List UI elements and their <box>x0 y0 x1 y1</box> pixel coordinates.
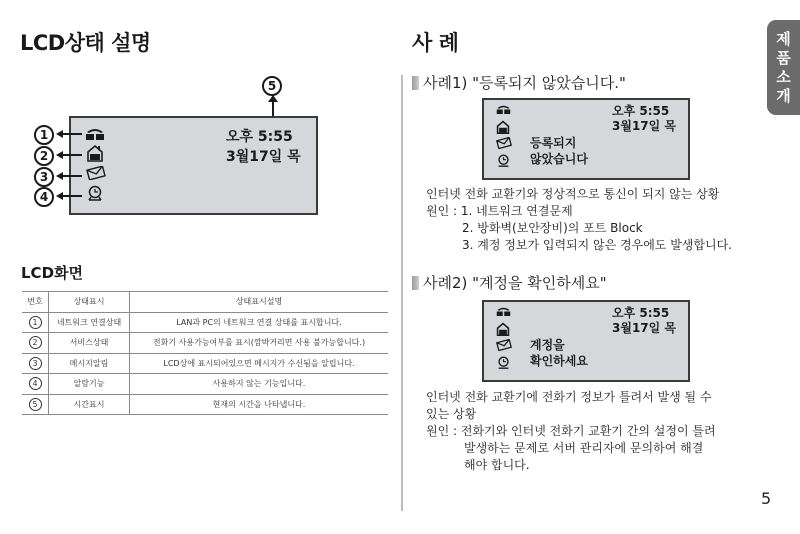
table-row <box>22 394 388 415</box>
envelope-icon <box>86 166 106 180</box>
arrow-up-icon <box>268 95 278 102</box>
lcd-message-line2: 확인하세요 <box>530 354 588 368</box>
side-tab-char: 개 <box>776 86 791 105</box>
side-tab-char: 소 <box>776 67 791 86</box>
bullet-bar-icon <box>412 276 419 290</box>
section-title-cases: 사 례 <box>412 31 459 55</box>
callout-4: 4 <box>34 187 54 207</box>
row-description: LAN과 PC의 네트워크 연결 상태를 표시합니다. <box>130 312 389 333</box>
callout-1: 1 <box>34 125 54 145</box>
case1-description: 인터넷 전화 교환기와 정상적으로 통신이 되지 않는 상황 <box>426 187 720 201</box>
row-status: 서비스상태 <box>49 333 130 354</box>
envelope-icon <box>496 339 512 351</box>
lcd-diagram <box>69 116 318 215</box>
case2-title-text: 사례2) "계정을 확인하세요" <box>423 274 607 292</box>
case1-lcd <box>482 98 690 180</box>
callout-4-line <box>62 195 82 197</box>
case1-title-text: 사례1) "등록되지 않았습니다." <box>423 74 626 92</box>
table-row <box>22 374 388 395</box>
callout-5: 5 <box>262 76 282 96</box>
case2-cause-line1: 원인 : 전화기와 인터넷 전화기 교환기 간의 설정이 틀려 <box>426 424 716 438</box>
case2-description-line1: 인터넷 전화 교환기에 전화기 정보가 틀려서 발생 될 수 <box>426 390 712 404</box>
row-number: 1 <box>29 316 42 329</box>
case2-cause-line2: 발생하는 문제로 서버 관리자에 문의하여 해결 <box>464 441 704 455</box>
row-description: 전화기 사용가능여부를 표시(깜박거리면 사용 불가능합니다.) <box>130 333 389 354</box>
header-status: 상태표시 <box>49 292 130 313</box>
callout-2-line <box>62 154 82 156</box>
callout-3: 3 <box>34 167 54 187</box>
home-svc-icon <box>496 322 510 336</box>
side-tab-product-intro[interactable] <box>767 20 800 115</box>
case2-description-line2: 있는 상황 <box>426 407 477 421</box>
case2-cause-line3: 해야 합니다. <box>464 458 530 472</box>
table-row <box>22 312 388 333</box>
lcd-time: 오후 5:55 <box>226 129 293 145</box>
row-description: 사용하지 않는 기능입니다. <box>130 374 389 395</box>
row-description: LCD상에 표시되어있으면 메시지가 수신됨을 알립니다. <box>130 353 389 374</box>
table-row <box>22 353 388 374</box>
home-svc-icon <box>496 120 510 134</box>
row-status: 시간표시 <box>49 394 130 415</box>
home-svc-icon <box>86 144 104 162</box>
lcd-time: 오후 5:55 <box>612 104 670 118</box>
lcd-date: 3월17일 목 <box>612 321 677 335</box>
side-tab-char: 제 <box>776 29 791 48</box>
alarm-clock-icon <box>497 356 510 369</box>
case1-title <box>412 72 626 93</box>
row-number: 3 <box>29 357 42 370</box>
header-description: 상태표시설명 <box>130 292 389 313</box>
row-status: 메시지알림 <box>49 353 130 374</box>
alarm-clock-icon <box>497 154 510 167</box>
lcd-time: 오후 5:55 <box>612 306 670 320</box>
case1-cause-2: 2. 방화벽(보안장비)의 포트 Block <box>462 221 643 235</box>
lcd-date: 3월17일 목 <box>612 119 677 133</box>
callout-1-line <box>62 133 82 135</box>
lcd-status-table <box>22 291 388 415</box>
callout-2: 2 <box>34 146 54 166</box>
case1-cause-3: 3. 계정 정보가 입력되지 않은 경우에도 발생합니다. <box>462 238 732 252</box>
case2-lcd <box>482 300 690 382</box>
case1-cause-1: 원인 : 1. 네트워크 연결문제 <box>426 204 573 218</box>
lcd-message-line1: 계정을 <box>530 338 565 352</box>
page-number: 5 <box>761 489 772 508</box>
table-header-row <box>22 292 388 313</box>
table-row <box>22 333 388 354</box>
row-number: 4 <box>29 377 42 390</box>
lcd-message-line2: 않았습니다 <box>530 152 588 166</box>
row-status: 알람기능 <box>49 374 130 395</box>
case2-title <box>412 272 607 293</box>
header-number: 번호 <box>22 292 49 313</box>
phone-pc-lan-icon <box>496 306 511 317</box>
row-description: 현재의 시간을 나타냅니다. <box>130 394 389 415</box>
envelope-icon <box>496 137 512 149</box>
phone-pc-lan-icon <box>496 104 511 115</box>
lcd-message-line1: 등록되지 <box>530 136 577 150</box>
section-title-lcd-status: LCD상태 설명 <box>20 31 151 55</box>
section-title-lcd-screen: LCD화면 <box>21 264 83 282</box>
side-tab-char: 품 <box>776 48 791 67</box>
row-number: 5 <box>29 398 42 411</box>
phone-pc-lan-icon <box>85 127 105 141</box>
row-number: 2 <box>29 336 42 349</box>
column-divider <box>401 75 403 511</box>
row-status: 네트워크 연결상태 <box>49 312 130 333</box>
callout-3-line <box>62 175 82 177</box>
alarm-clock-icon <box>87 185 103 201</box>
bullet-bar-icon <box>412 76 419 90</box>
lcd-date: 3월17일 목 <box>226 149 301 165</box>
